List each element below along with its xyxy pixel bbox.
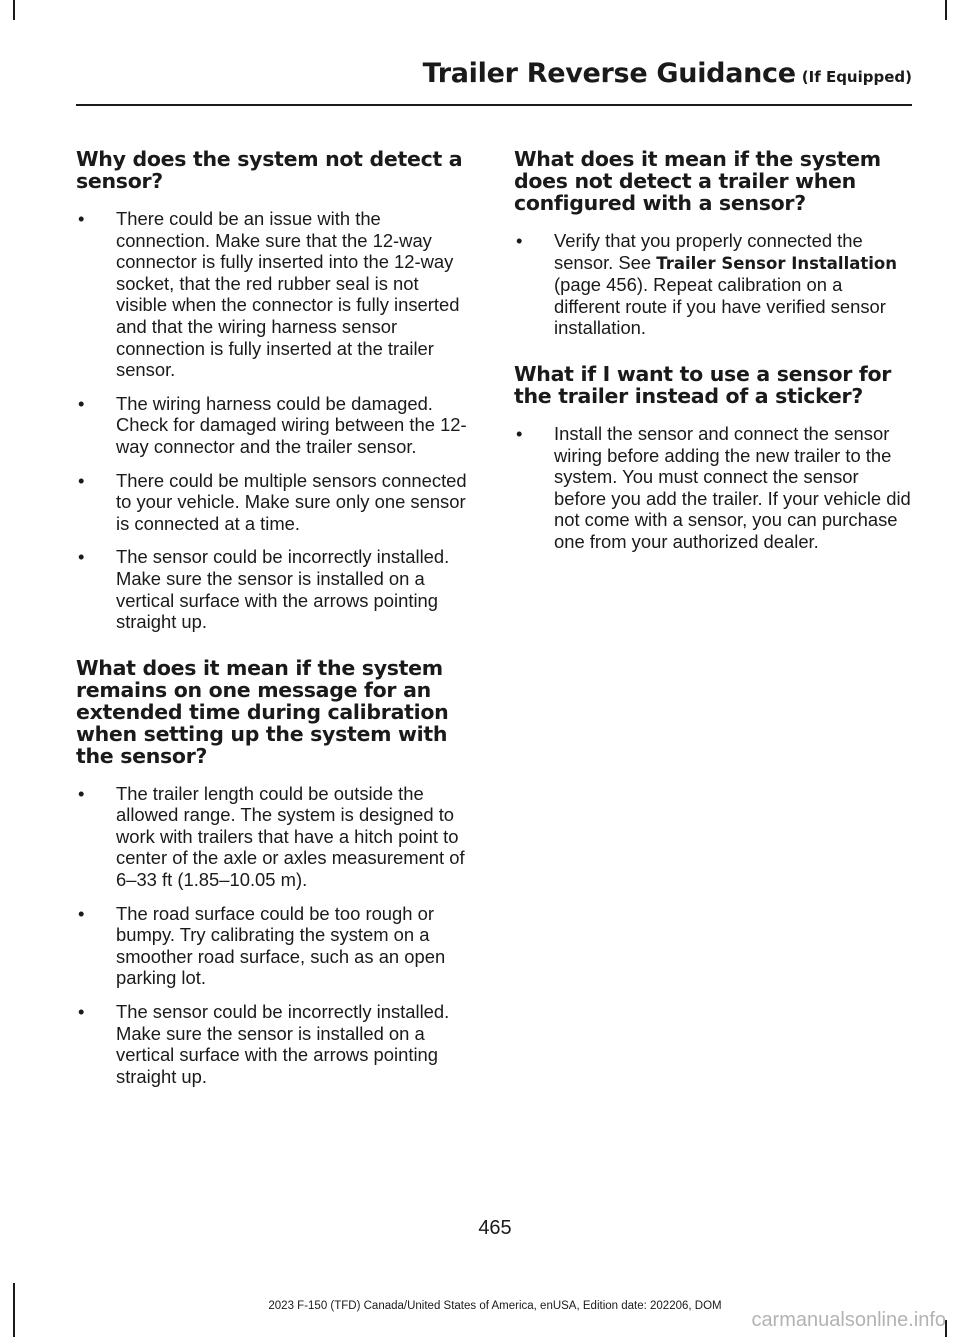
list-item-text: There could be an issue with the connection. Make sure that the 12-way connector is fully inserted into the 12-way socket, that the red rubber seal is not visible when the connector is fully inserted and that the wiring harness sensor connection is fully inserted at the trailer sensor. xyxy=(116,208,460,381)
right-column xyxy=(514,148,912,577)
bullet-icon: • xyxy=(78,392,85,414)
section-heading: What does it mean if the system remains on one message for an extended time during calibration when setting up the system with the sensor? xyxy=(76,655,449,768)
list-item-text: The sensor could be incorrectly installed. Make sure the sensor is installed on a vertical surface with the arrows pointing straight up. xyxy=(116,546,450,633)
list-item xyxy=(514,423,912,553)
bullet-list xyxy=(76,783,474,1088)
list-item-text: There could be multiple sensors connected to your vehicle. Make sure only one sensor is connected at a time. xyxy=(116,469,467,534)
list-item-text: Verify that you properly connected the sensor. See xyxy=(554,230,863,273)
bullet-list xyxy=(514,423,912,553)
list-item xyxy=(76,1001,474,1087)
crop-mark-top-right xyxy=(945,0,947,20)
left-column xyxy=(76,148,474,1111)
list-item xyxy=(76,208,474,381)
bullet-icon: • xyxy=(516,422,523,444)
bullet-icon: • xyxy=(516,230,523,251)
bullet-icon: • xyxy=(78,546,85,568)
bullet-icon: • xyxy=(78,208,85,229)
list-item-text: The wiring harness could be damaged. Check for damaged wiring between the 12-way connector and the trailer sensor. xyxy=(116,392,467,457)
section-heading: What if I want to use a sensor for the trailer instead of a sticker? xyxy=(514,361,892,408)
bullet-icon: • xyxy=(78,782,85,804)
section-heading: What does it mean if the system does not detect a trailer when configured with a sensor? xyxy=(514,147,881,215)
list-item xyxy=(76,546,474,632)
crop-mark-top-left xyxy=(13,0,15,20)
footer-edition: 2023 F-150 (TFD) Canada/United States of America, enUSA, Edition date: 202206, DOM xyxy=(268,1300,722,1312)
watermark: carmanualsonline.info xyxy=(751,1309,946,1331)
list-item-text: Install the sensor and connect the sensor wiring before adding the new trailer to the system. You must connect the sensor before you add the trailer. If your vehicle did not come with a sensor, you can purchase one from your authorized dealer. xyxy=(554,422,911,552)
bullet-icon: • xyxy=(78,469,85,491)
bullet-icon: • xyxy=(78,902,85,924)
header-title: Trailer Reverse Guidance xyxy=(422,58,796,89)
header-subtitle: (If Equipped) xyxy=(801,68,912,86)
header-rule xyxy=(76,104,912,106)
list-item xyxy=(76,393,474,458)
list-item xyxy=(76,783,474,891)
list-item xyxy=(514,230,912,339)
section-heading: Why does the system not detect a sensor? xyxy=(76,147,463,193)
cross-reference-link[interactable]: Trailer Sensor Installation xyxy=(656,253,898,273)
bullet-list xyxy=(76,208,474,633)
list-item-text: (page 456). Repeat calibration on a different route if you have verified sensor installation. xyxy=(554,274,886,339)
list-item xyxy=(76,470,474,535)
page-number: 465 xyxy=(478,1217,512,1239)
list-item-text: The trailer length could be outside the allowed range. The system is designed to work with trailers that have a hitch point to center of the axle or axles measurement of 6–33 ft (1.85–10.05 m). xyxy=(116,782,465,891)
list-item xyxy=(76,903,474,989)
list-item-text: The sensor could be incorrectly installed. Make sure the sensor is installed on a vertical surface with the arrows pointing straight up. xyxy=(116,1001,450,1087)
bullet-icon: • xyxy=(78,1001,85,1023)
bullet-list xyxy=(514,230,912,339)
page-header xyxy=(0,58,912,89)
list-item-text: The road surface could be too rough or bumpy. Try calibrating the system on a smoother road surface, such as an open parking lot. xyxy=(116,902,446,989)
